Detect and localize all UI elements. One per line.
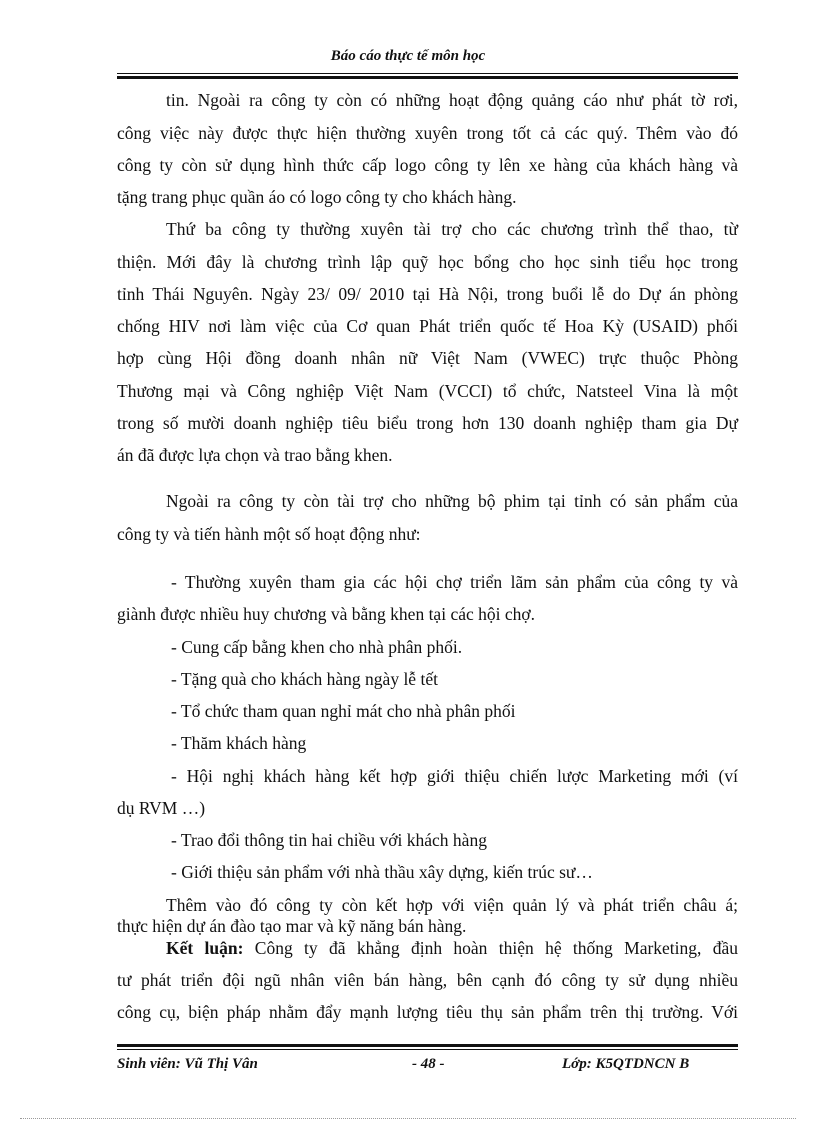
list-item-continuation: giành được nhiều huy chương và bằng khen tại các hội chợ.	[117, 604, 536, 624]
list-item: - Cung cấp bằng khen cho nhà phân phối.	[171, 637, 463, 657]
footer-class: Lớp: K5QTDNCN B	[562, 1056, 690, 1072]
body-line: án đã được lựa chọn và trao bằng khen.	[117, 445, 393, 465]
list-item: - Hội nghị khách hàng kết hợp giới thiệu chiến lược Marketing mới (ví	[171, 766, 738, 786]
body-line: chống HIV nơi làm việc của Cơ quan Phát triển quốc tế Hoa Kỳ (USAID) phối	[117, 316, 738, 336]
page-header-title: Báo cáo thực tế môn học	[330, 48, 486, 64]
body-line: thiện. Mới đây là chương trình lập quỹ học bổng cho học sinh tiểu học trong	[117, 252, 738, 272]
body-line: công cụ, biện pháp nhằm đẩy mạnh lượng tiêu thụ sản phẩm trên thị trường. Với	[117, 1002, 738, 1022]
body-line: tặng trang phục quần áo có logo công ty cho khách hàng.	[117, 187, 517, 207]
body-line: tin. Ngoài ra công ty còn có những hoạt động quảng cáo như phát tờ rơi,	[166, 90, 738, 110]
footer-rule-bottom	[117, 1049, 738, 1050]
body-line: công ty và tiến hành một số hoạt động như:	[117, 524, 421, 544]
body-line: hợp cùng Hội đồng doanh nhân nữ Việt Nam (VWEC) trực thuộc Phòng	[117, 348, 738, 368]
list-item: - Trao đổi thông tin hai chiều với khách hàng	[171, 830, 487, 850]
body-line: trong số mười doanh nghiệp tiêu biểu trong hơn 130 doanh nghiệp tham gia Dự	[117, 413, 738, 433]
body-line: thực hiện dự án đào tạo mar và kỹ năng bán hàng.	[117, 916, 467, 936]
conclusion-label: Kết luận:	[166, 938, 244, 958]
body-line: Ngoài ra công ty còn tài trợ cho những bộ phim tại tỉnh có sản phẩm của	[166, 491, 738, 511]
conclusion-line	[117, 937, 738, 959]
body-line: tư phát triển đội ngũ nhân viên bán hàng, bên cạnh đó công ty sử dụng nhiều	[117, 970, 738, 990]
body-line: công ty còn sử dụng hình thức cấp logo công ty lên xe hàng của khách hàng và	[117, 155, 738, 175]
page-edge-divider	[20, 1118, 796, 1119]
list-item: - Tổ chức tham quan nghỉ mát cho nhà phân phối	[171, 701, 516, 721]
body-line: Thứ ba công ty thường xuyên tài trợ cho các chương trình thể thao, từ	[166, 219, 738, 239]
body-line: Thương mại và Công nghiệp Việt Nam (VCCI) tổ chức, Natsteel Vina là một	[117, 381, 738, 401]
list-item-continuation: dụ RVM …)	[117, 798, 206, 818]
list-item: - Giới thiệu sản phẩm với nhà thầu xây dựng, kiến trúc sư…	[171, 862, 593, 882]
list-item: - Thường xuyên tham gia các hội chợ triển lãm sản phẩm của công ty và	[171, 572, 738, 592]
body-line: Thêm vào đó công ty còn kết hợp với viện quản lý và phát triển châu á;	[166, 895, 738, 915]
body-line: công việc này được thực hiện thường xuyên trong tốt cả các quý. Thêm vào đó	[117, 123, 738, 143]
conclusion-text: Công ty đã khẳng định hoàn thiện hệ thống Marketing, đầu	[254, 938, 739, 958]
body-line: tỉnh Thái Nguyên. Ngày 23/ 09/ 2010 tại Hà Nội, trong buổi lễ do Dự án phòng	[117, 284, 738, 304]
list-item: - Thăm khách hàng	[171, 733, 307, 753]
list-item: - Tặng quà cho khách hàng ngày lễ tết	[171, 669, 438, 689]
header-rule-top	[117, 73, 738, 74]
header-rule-bottom	[117, 76, 738, 79]
footer-rule-top	[117, 1044, 738, 1047]
footer-student: Sinh viên: Vũ Thị Vân	[117, 1056, 258, 1072]
footer-page-number: - 48 -	[412, 1056, 445, 1072]
